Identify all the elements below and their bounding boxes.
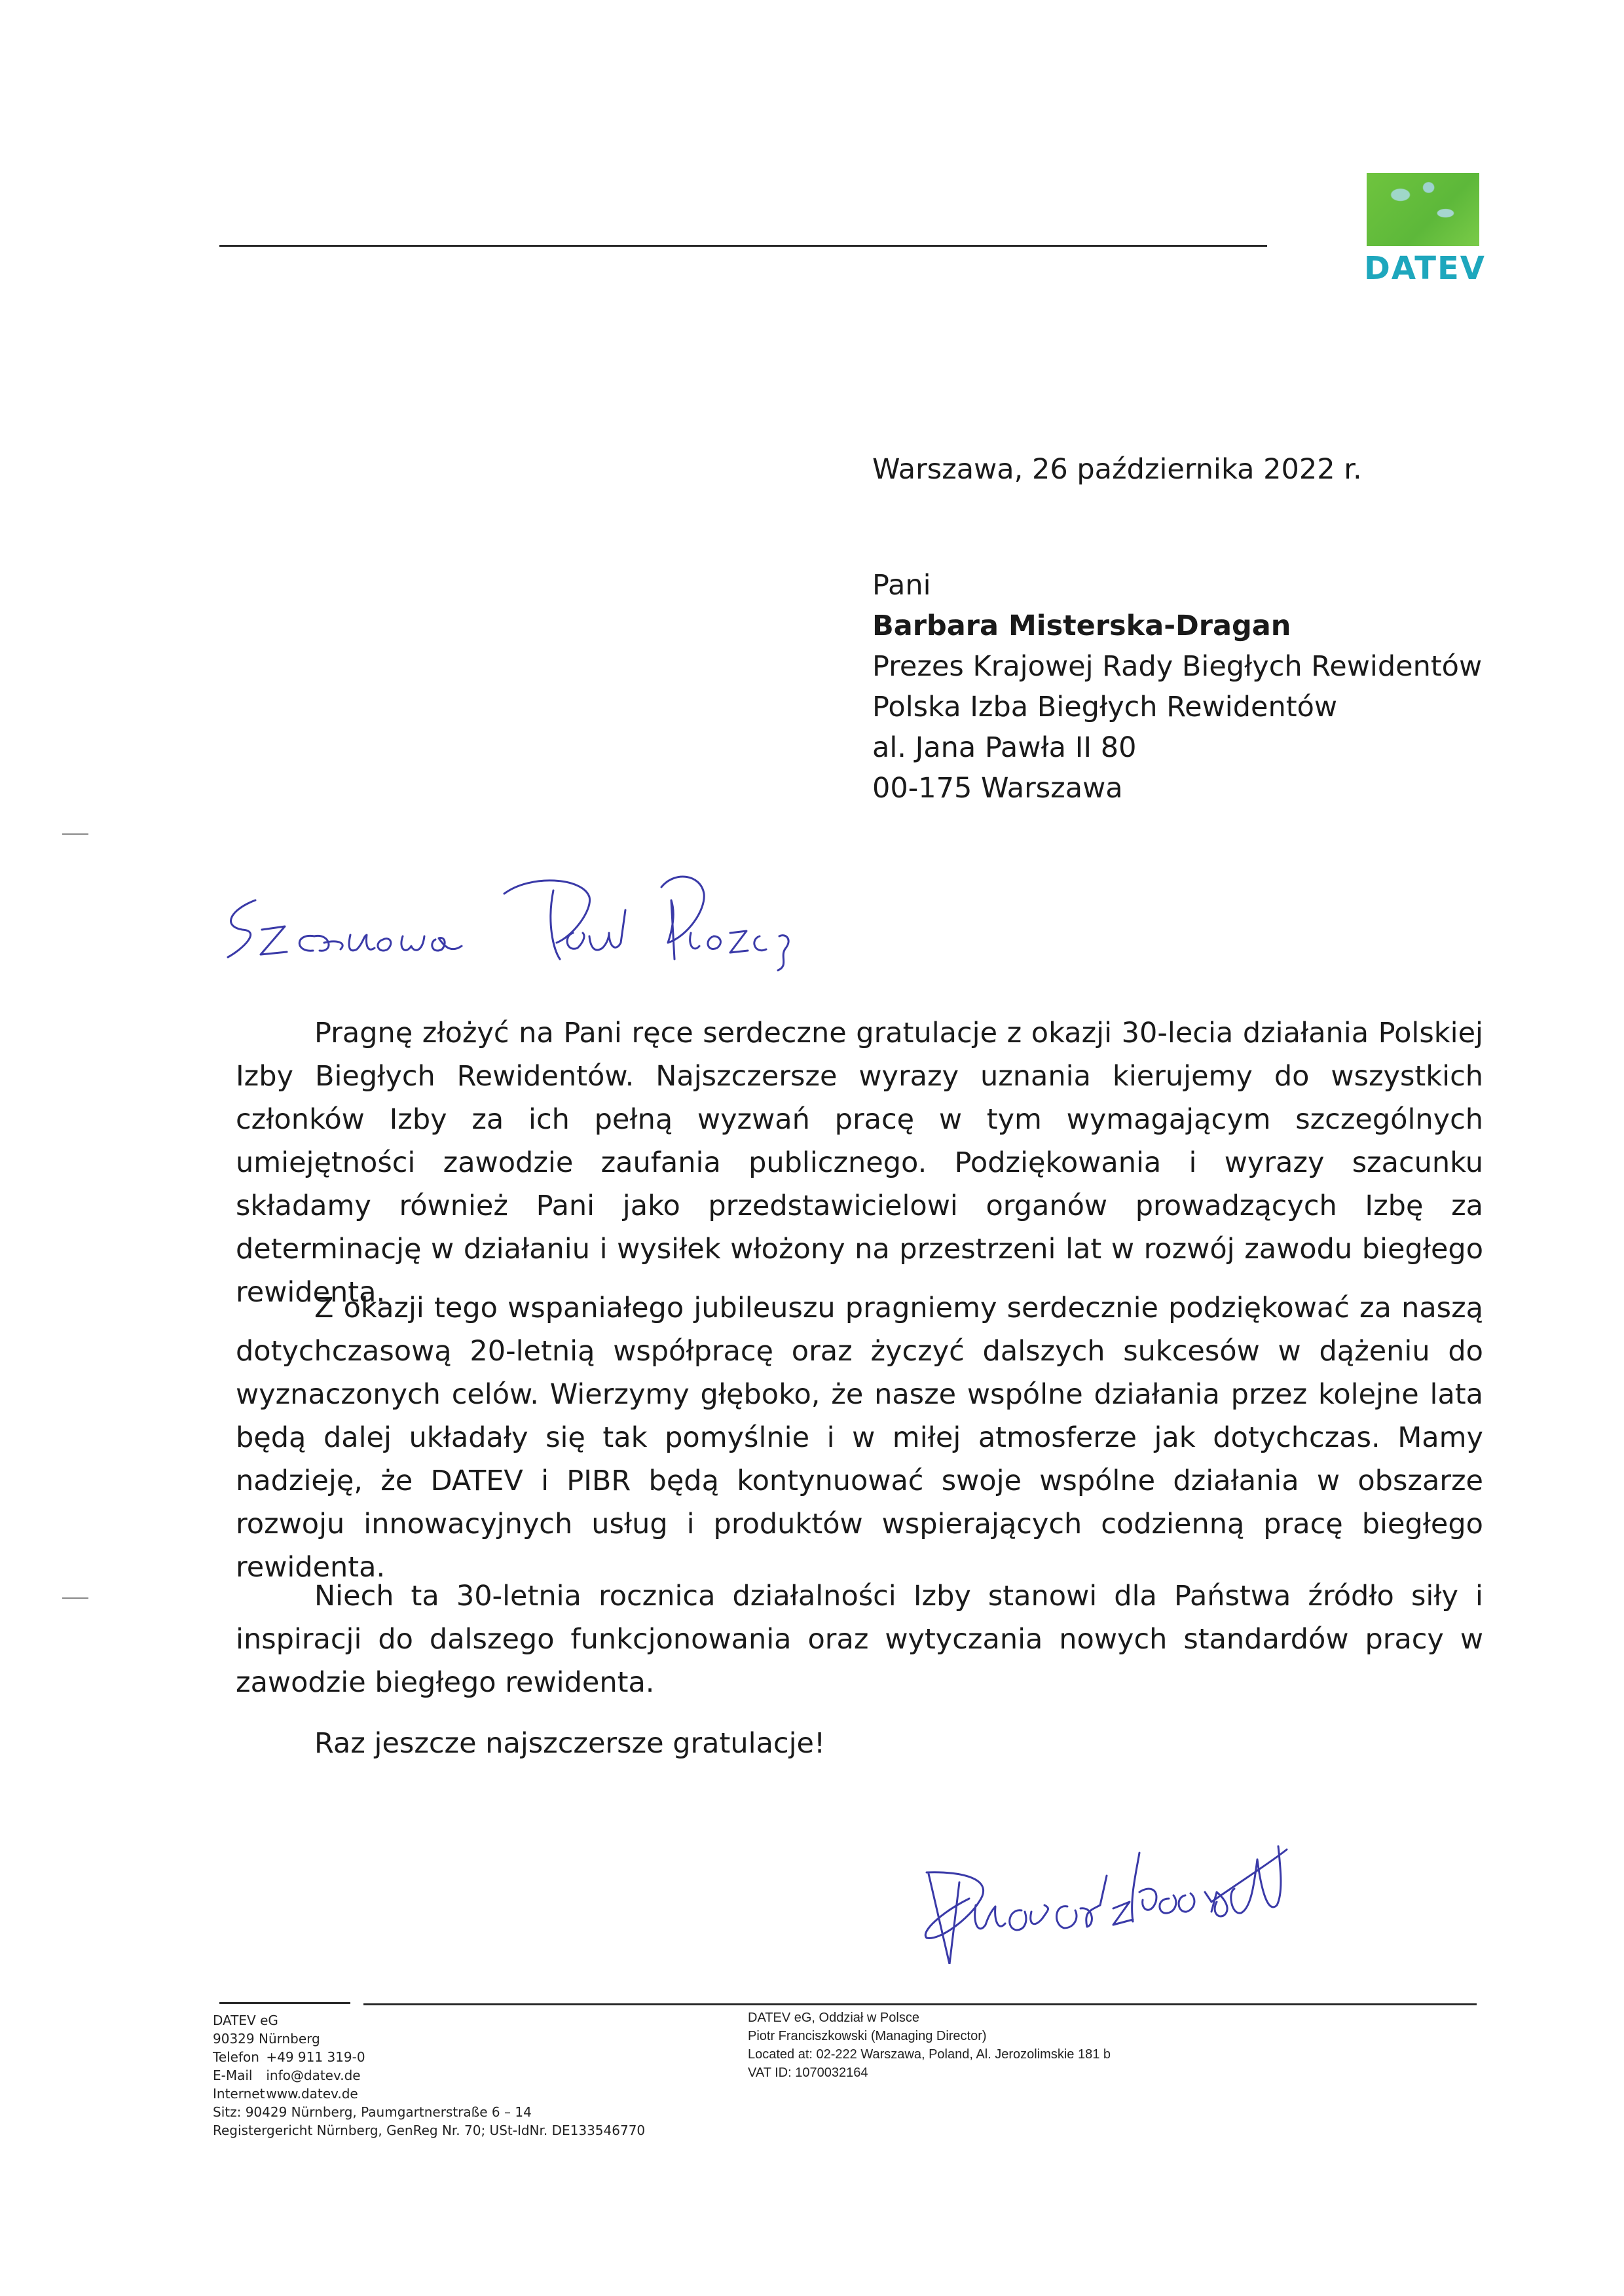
footer-branch-info — [748, 2009, 1111, 2082]
logo-text: DATEV — [1364, 250, 1486, 287]
footer-email-label: E-Mail — [213, 2068, 253, 2083]
recipient-title: Prezes Krajowej Rady Biegłych Rewidentów — [872, 650, 1483, 683]
footer-rule-right — [363, 2003, 1477, 2005]
recipient-city: 00-175 Warszawa — [872, 772, 1123, 805]
recipient-salutation: Pani — [872, 569, 931, 602]
footer-email-row — [213, 2066, 645, 2085]
footer-phone-row — [213, 2048, 645, 2066]
handwritten-salutation — [216, 871, 1198, 975]
paragraph-text: Pragnę złożyć na Pani ręce serdeczne gratulacje z okazji 30-lecia działania Polskiej Izby Biegłych Rewidentów. Najszczersze wyrazy uznania kierujemy do wszystkich członków Izby za ich pełną wyzwań pracę w tym wymagającym szczególnych umiejętności zawodzie zaufania publicznego. Podziękowania i wyrazy szacunku składamy również Pani jako przedstawicielowi organów prowadzących Izbę za determinację w działaniu i wysiłek włożony na przestrzeni lat w rozwój zawodu biegłego rewidenta. — [236, 1017, 1483, 1309]
paragraph-text: Niech ta 30-letnia rocznica działalności Izby stanowi dla Państwa źródło siły i inspiracji do dalszego funkcjonowania oraz wytyczania nowych standardów pracy w zawodzie biegłego rewidenta. — [236, 1580, 1483, 1699]
footer-web[interactable]: www.datev.de — [266, 2086, 358, 2102]
footer-rule-left — [219, 2002, 350, 2004]
letter-date: Warszawa, 26 października 2022 r. — [872, 453, 1362, 486]
footer-city: 90329 Nürnberg — [213, 2031, 320, 2047]
paragraph-text: Z okazji tego wspaniałego jubileuszu pragniemy serdecznie podziękować za naszą dotychczasową 20-letnią współpracę oraz życzyć dalszych sukcesów w dążeniu do wyznaczonych celów. Wierzymy głęboko, że nasze wspólne działania przez kolejne lata będą dalej układały się tak pomyślnie i w miłej atmosferze jak dotychczas. Mamy nadzieję, że DATEV i PIBR będą kontynuować swoje wspólne działania w obszarze rozwoju innowacyjnych usług i produktów wspierających codzienną pracę biegłego rewidenta. — [236, 1292, 1483, 1584]
footer-vat: VAT ID: 1070032164 — [748, 2066, 868, 2080]
footer-phone: +49 911 319-0 — [266, 2049, 365, 2065]
footer-company: DATEV eG — [213, 2013, 278, 2028]
footer-branch: DATEV eG, Oddział w Polsce — [748, 2011, 919, 2025]
paragraph-text: Raz jeszcze najszczersze gratulacje! — [314, 1727, 826, 1760]
footer-register: Registergericht Nürnberg, GenReg Nr. 70; USt-IdNr. DE133546770 — [213, 2123, 646, 2138]
closing-line — [236, 1722, 1483, 1765]
recipient-organization: Polska Izba Biegłych Rewidentów — [872, 691, 1338, 723]
recipient-street: al. Jana Pawła II 80 — [872, 731, 1137, 764]
body-paragraph-2 — [236, 1286, 1483, 1589]
punch-mark — [62, 1597, 88, 1599]
recipient-address — [872, 565, 1482, 809]
letterhead-rule — [219, 245, 1267, 247]
fold-mark — [62, 833, 88, 835]
footer-director: Piotr Franciszkowski (Managing Director) — [748, 2029, 987, 2043]
footer-email[interactable]: info@datev.de — [266, 2068, 361, 2083]
body-paragraph-1 — [236, 1011, 1483, 1314]
footer-seat: Sitz: 90429 Nürnberg, Paumgartnerstraße 6 – 14 — [213, 2104, 532, 2120]
footer-location: Located at: 02-222 Warszawa, Poland, Al. Jerozolimskie 181 b — [748, 2047, 1111, 2062]
recipient-name: Barbara Misterska-Dragan — [872, 610, 1291, 642]
logo-mark-icon — [1367, 173, 1479, 246]
footer-web-label: Internet — [213, 2086, 265, 2102]
footer-company-info — [213, 2011, 645, 2140]
datev-logo — [1364, 173, 1486, 287]
footer-web-row — [213, 2085, 645, 2103]
footer-phone-label: Telefon — [213, 2049, 259, 2065]
body-paragraph-3 — [236, 1575, 1483, 1704]
signature — [904, 1794, 1526, 1964]
